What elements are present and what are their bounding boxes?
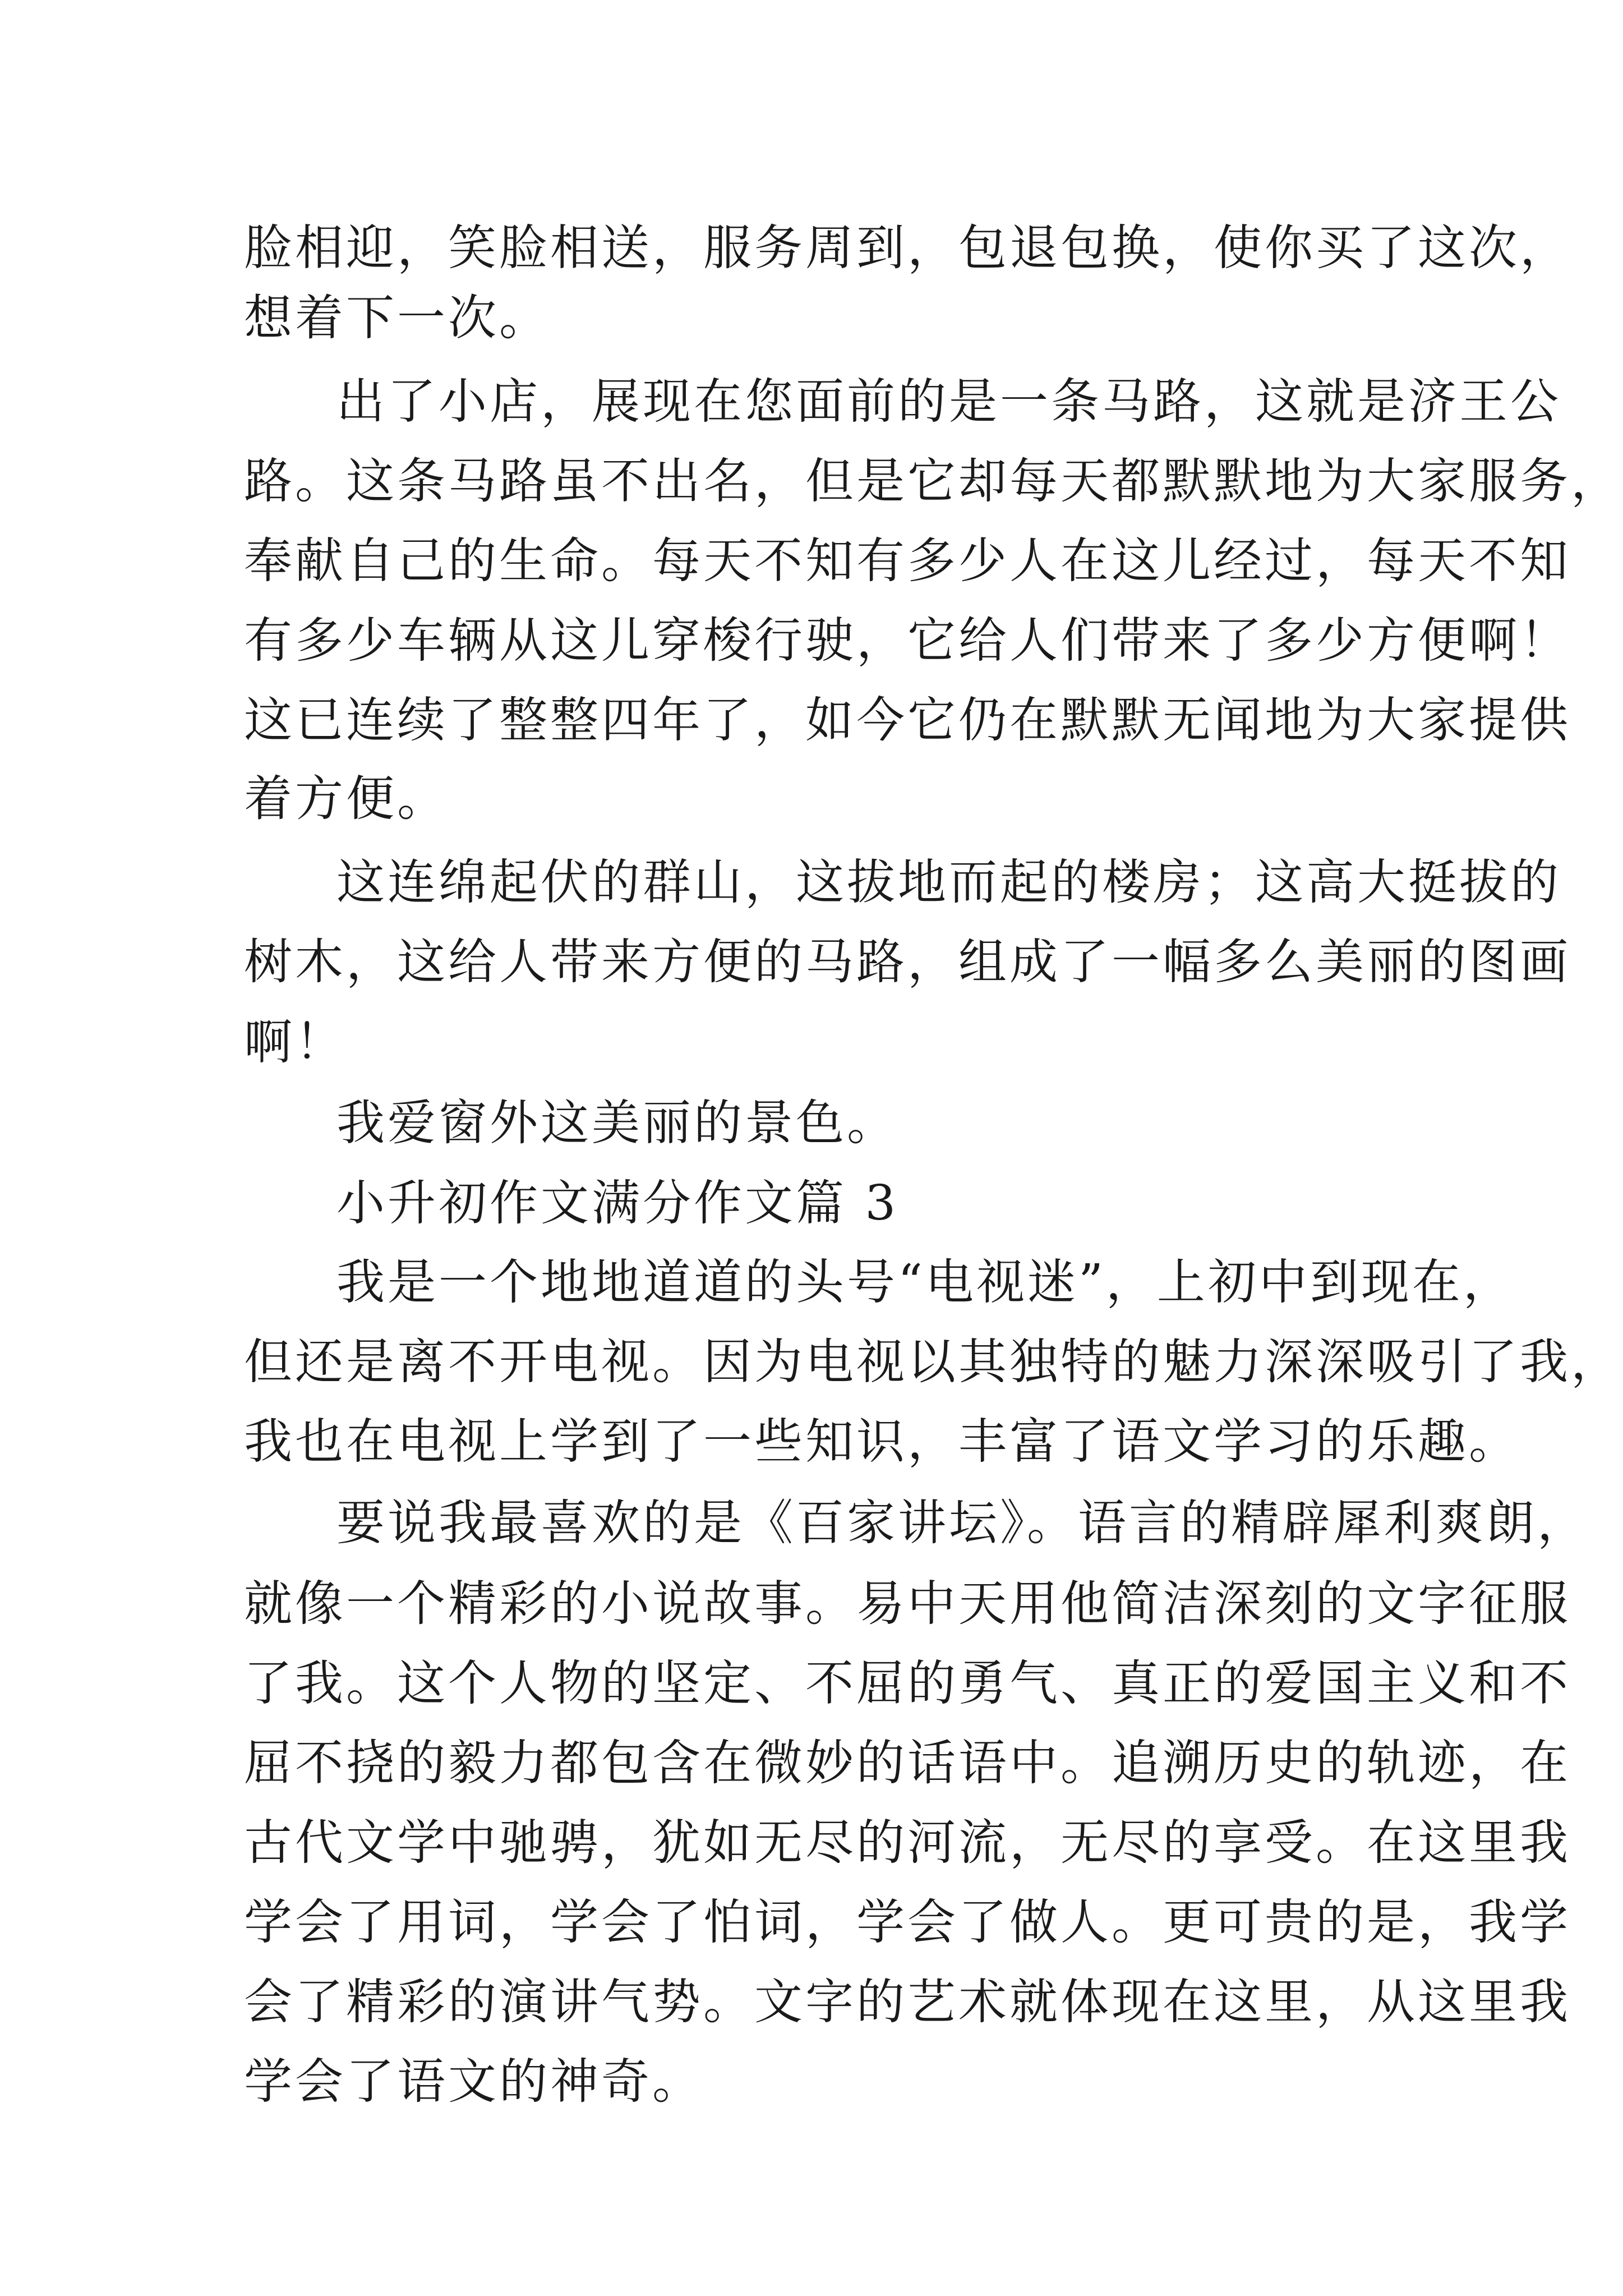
text-line: 但还是离不开电视。因为电视以其独特的魅力深深吸引了我，: [244, 1334, 1622, 1390]
text-line: 啊！: [244, 1014, 346, 1070]
text-line: 了我。这个人物的坚定、不屈的勇气、真正的爱国主义和不: [244, 1655, 1571, 1711]
text-line: 要说我最喜欢的是《百家讲坛》。语言的精辟犀利爽朗，: [336, 1495, 1588, 1551]
text-line: 脸相迎，笑脸相送，服务周到，包退包换，使你买了这次，: [244, 220, 1571, 276]
text-line: 出了小店，展现在您面前的是一条马路，这就是济王公: [336, 374, 1561, 430]
text-line: 着方便。: [244, 771, 448, 827]
text-line: 屈不挠的毅力都包含在微妙的话语中。追溯历史的轨迹，在: [244, 1735, 1571, 1791]
text-line: 会了精彩的演讲气势。文字的艺术就体现在这里，从这里我: [244, 1974, 1571, 2030]
text-line: 奉献自己的生命。每天不知有多少人在这儿经过，每天不知: [244, 533, 1571, 589]
text-line: 我是一个地地道道的头号“电视迷”，上初中到现在，: [336, 1254, 1514, 1310]
text-line: 有多少车辆从这儿穿梭行驶，它给人们带来了多少方便啊！: [244, 613, 1571, 669]
text-line: 我爱窗外这美丽的景色。: [336, 1095, 898, 1151]
text-line: 古代文学中驰骋，犹如无尽的河流，无尽的享受。在这里我: [244, 1815, 1571, 1871]
text-line: 想着下一次。: [244, 290, 550, 346]
text-line: 就像一个精彩的小说故事。易中天用他简洁深刻的文字征服: [244, 1576, 1571, 1632]
text-line: 这连绵起伏的群山，这拔地而起的楼房；这高大挺拔的: [336, 854, 1561, 910]
text-line: 学会了语文的神奇。: [244, 2054, 703, 2110]
text-line: 学会了用词，学会了怕词，学会了做人。更可贵的是，我学: [244, 1894, 1571, 1950]
text-line: 我也在电视上学到了一些知识，丰富了语文学习的乐趣。: [244, 1414, 1520, 1470]
text-line: 路。这条马路虽不出名，但是它却每天都默默地为大家服务，: [244, 453, 1622, 509]
text-line: 树木，这给人带来方便的马路，组成了一幅多么美丽的图画: [244, 934, 1571, 990]
section-heading: 小升初作文满分作文篇 3: [336, 1175, 899, 1231]
text-line: 这已连续了整整四年了，如今它仍在默默无闻地为大家提供: [244, 692, 1571, 748]
